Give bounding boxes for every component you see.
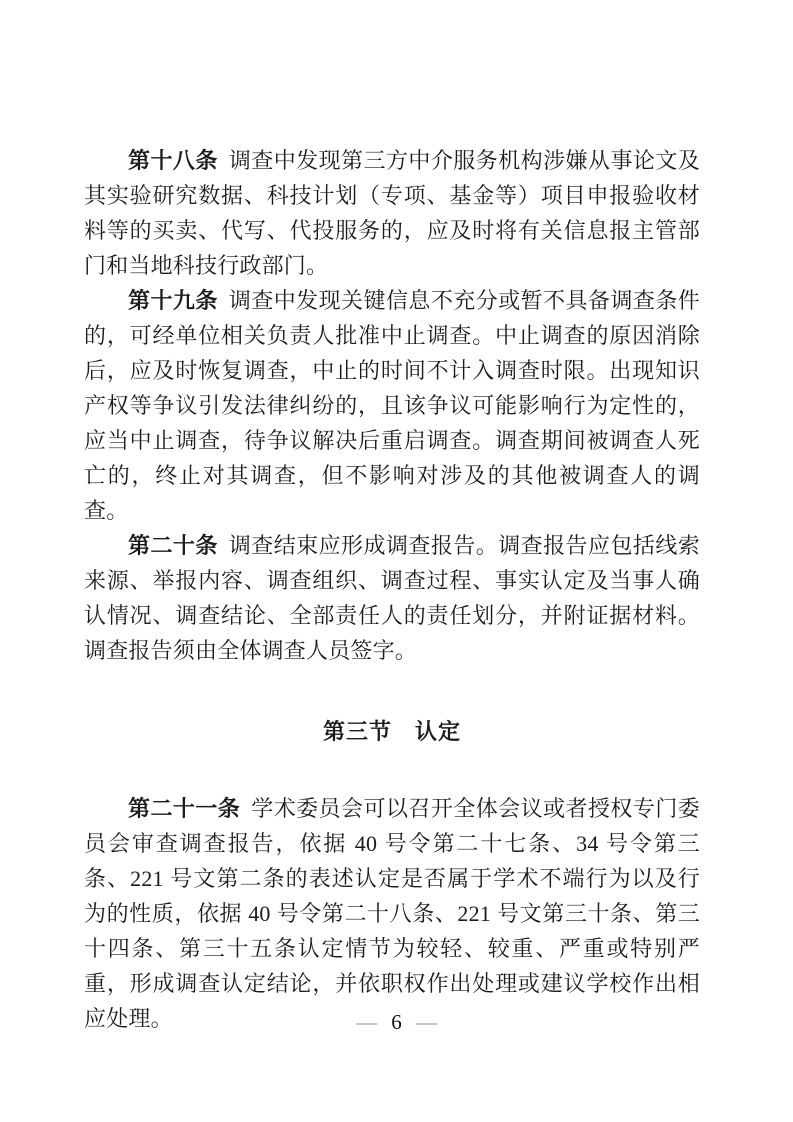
article-19-body: 调查中发现关键信息不充分或暂不具备调查条件的，可经单位相关负责人批准中止调查。中止调查的原因消除后，应及时恢复调查，中止的时间不计入调查时限。出现知识产权等争议引发法律纠纷的，且该争议可能影响行为定性的，应当中止调查，待争议解决后重启调查。调查期间被调查人死亡的，终止对其调查，但不影响对涉及的其他被调查人的调查。 bbox=[84, 288, 701, 523]
article-19-paragraph bbox=[84, 283, 700, 528]
footer-dash-right: — bbox=[415, 1010, 437, 1034]
section-3-heading: 第三节 认定 bbox=[322, 719, 461, 744]
article-19-label: 第十九条 bbox=[128, 288, 218, 313]
article-21-body: 学术委员会可以召开全体会议或者授权专门委员会审查调查报告，依据 40 号令第二十七条、34 号令第三条、221 号文第二条的表述认定是否属于学术不端行为以及行为的性质，依据 40 号令第二十八条、221 号文第三十条、第三十四条、第三十五条认定情节为较轻、较重、严重或特别严重，形成调查认定结论，并依职权作出处理或建议学校作出相应处理。 bbox=[84, 796, 700, 1031]
article-18-body: 调查中发现第三方中介服务机构涉嫌从事论文及其实验研究数据、科技计划（专项、基金等）项目申报验收材料等的买卖、代写、代投服务的，应及时将有关信息报主管部门和当地科技行政部门。 bbox=[84, 148, 701, 278]
page-footer bbox=[0, 1008, 793, 1036]
article-18-label: 第十八条 bbox=[128, 148, 218, 173]
article-20-label: 第二十条 bbox=[128, 533, 218, 558]
article-21-label: 第二十一条 bbox=[128, 796, 241, 821]
article-21-paragraph bbox=[84, 791, 700, 1036]
article-18-paragraph bbox=[84, 143, 700, 283]
page-number: 6 bbox=[391, 1010, 402, 1034]
article-20-paragraph bbox=[84, 528, 700, 668]
footer-dash-left: — bbox=[356, 1010, 378, 1034]
article-20-body: 调查结束应形成调查报告。调查报告应包括线索来源、举报内容、调查组织、调查过程、事实认定及当事人确认情况、调查结论、全部责任人的责任划分，并附证据材料。调查报告须由全体调查人员签字。 bbox=[84, 533, 701, 663]
document-text-block bbox=[84, 143, 700, 1036]
